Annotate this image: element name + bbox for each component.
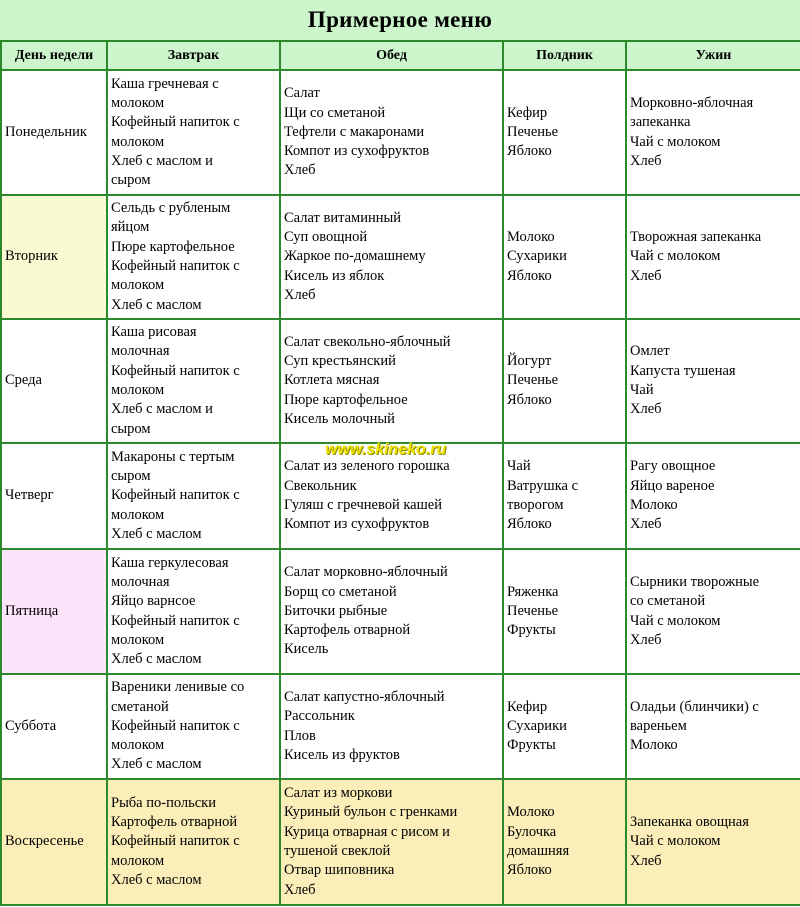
breakfast-item: Кофейный напиток с [111,612,240,629]
lunch-item: Салат капустно-яблочный [284,688,445,705]
breakfast-item: Хлеб с маслом [111,871,202,888]
lunch-item: Плов [284,727,316,744]
snack-item: Фрукты [507,622,556,639]
breakfast-item: Каша рисовая [111,324,197,341]
breakfast-cell [107,195,280,319]
breakfast-item: молоком [111,852,165,869]
lunch-item: Гуляш с гречневой кашей [284,497,442,513]
breakfast-item: Хлеб с маслом [111,651,202,668]
lunch-cell [280,549,503,674]
breakfast-item: молоком [111,94,165,111]
lunch-item: Биточки рыбные [284,602,388,619]
snack-cell [503,443,626,549]
breakfast-item: молоком [111,382,165,398]
breakfast-item: Каша геркулесовая [111,554,229,571]
lunch-item: Щи со сметаной [284,104,386,121]
dinner-item: Молоко [630,497,678,513]
menu-row [1,70,800,195]
dinner-item: Творожная запеканка [630,229,762,246]
lunch-item: Салат [284,85,320,102]
snack-item: Печенье [507,123,559,140]
lunch-cell [280,674,503,779]
page-title: Примерное меню [307,7,493,32]
breakfast-item: Яйцо варнсое [111,593,196,610]
lunch-item: Хлеб [284,162,316,179]
breakfast-item: Пюре картофельное [111,238,235,255]
breakfast-item: Кофейный напиток с [111,717,240,734]
lunch-item: Картофель отварной [284,622,411,639]
breakfast-item: Хлеб с маслом и [111,401,213,418]
lunch-cell [280,195,503,319]
breakfast-item: Кофейный напиток с [111,487,240,504]
breakfast-cell [107,779,280,905]
breakfast-item: Кофейный напиток с [111,258,240,274]
dinner-item: Чай с молоком [630,133,721,150]
title-bar [0,0,800,40]
watermark-url: www.skineko.ru [325,441,447,458]
lunch-item: Борщ со сметаной [284,583,397,600]
snack-cell [503,779,626,905]
dinner-cell [626,674,800,779]
breakfast-item: молоком [111,506,165,523]
snack-item: творогом [507,497,564,513]
breakfast-item: сметаной [111,698,169,715]
snack-item: Яблоко [507,143,552,160]
dinner-item: Молоко [630,737,678,754]
header-row [1,41,800,70]
breakfast-item: сыром [111,420,151,437]
dinner-item: Чай с молоком [630,612,721,629]
snack-cell [503,319,626,443]
lunch-item: Жаркое по-домашнему [284,248,426,265]
snack-item: Кефир [507,104,548,121]
menu-body [1,70,800,905]
dinner-item: Чай с молоком [630,248,721,265]
snack-item: Ватрушка с [507,477,579,494]
lunch-item: Рассольник [284,708,355,725]
breakfast-cell [107,443,280,549]
breakfast-item: сыром [111,172,151,189]
dinner-item: Хлеб [630,401,662,418]
snack-item: Фрукты [507,737,556,754]
day-cell: Вторник [1,195,107,319]
breakfast-item: яйцом [111,219,150,236]
lunch-cell [280,70,503,195]
breakfast-item: молоком [111,737,165,754]
snack-item: Яблоко [507,391,552,408]
dinner-item: запеканка [630,114,691,131]
breakfast-item: Хлеб с маслом [111,296,202,313]
header-snack: Полдник [503,41,626,70]
snack-cell [503,549,626,674]
snack-item: Яблоко [507,267,552,284]
dinner-item: Хлеб [630,631,662,648]
dinner-cell [626,70,800,195]
breakfast-item: Хлеб с маслом и [111,152,213,169]
snack-item: Яблоко [507,516,552,533]
lunch-item: Кисель из яблок [284,267,385,284]
snack-item: Печенье [507,372,559,389]
breakfast-item: Кофейный напиток с [111,114,240,131]
lunch-item: Салат витаминный [284,209,402,226]
menu-row [1,319,800,443]
lunch-item: Суп крестьянский [284,353,396,370]
day-cell: Пятница [1,549,107,674]
header-day: День недели [1,41,107,70]
dinner-cell [626,319,800,443]
dinner-item: Рагу овощное [630,458,716,475]
breakfast-item: Сельдь с рубленым [111,200,231,217]
breakfast-item: Кофейный напиток с [111,833,240,850]
lunch-item: Хлеб [284,286,316,303]
lunch-item: Компот из сухофруктов [284,516,430,533]
lunch-item: Тефтели с макаронами [284,123,425,140]
dinner-item: Яйцо вареное [630,477,715,494]
snack-item: Чай [507,458,531,475]
dinner-cell [626,195,800,319]
snack-item: домашняя [507,843,570,859]
snack-item: Кефир [507,698,548,715]
snack-cell [503,674,626,779]
dinner-item: Оладьи (блинчики) с [630,698,759,715]
lunch-item: Салат из зеленого горошка [284,458,450,475]
header-lunch: Обед [280,41,503,70]
breakfast-item: молоком [111,133,165,150]
lunch-item: Салат свекольно-яблочный [284,333,451,350]
day-cell: Воскресенье [1,779,107,905]
snack-cell [503,70,626,195]
lunch-item: Суп овощной [284,229,368,246]
lunch-cell [280,319,503,443]
snack-item: Молоко [507,229,555,246]
breakfast-item: Картофель отварной [111,814,238,831]
snack-item: Яблоко [507,862,552,879]
lunch-item: Хлеб [284,881,316,898]
breakfast-item: молочная [111,343,170,360]
day-cell: Среда [1,319,107,443]
dinner-item: Капуста тушеная [630,362,736,379]
dinner-item: Чай с молоком [630,833,721,850]
breakfast-cell [107,319,280,443]
menu-row [1,549,800,674]
lunch-item: Котлета мясная [284,372,380,389]
breakfast-cell [107,70,280,195]
snack-item: Сухарики [507,717,567,734]
dinner-item: вареньем [630,717,687,734]
dinner-item: Хлеб [630,267,662,284]
lunch-item: Кисель из фруктов [284,746,400,763]
day-cell: Суббота [1,674,107,779]
lunch-item: Кисель молочный [284,410,395,427]
menu-table [0,40,800,906]
lunch-item: тушеной свеклой [284,843,391,859]
breakfast-cell [107,549,280,674]
day-cell: Четверг [1,443,107,549]
breakfast-item: Хлеб с маслом [111,756,202,773]
breakfast-item: молочная [111,573,170,590]
lunch-item: Пюре картофельное [284,391,408,408]
snack-cell [503,195,626,319]
snack-item: Сухарики [507,248,567,265]
header-dinner: Ужин [626,41,800,70]
menu-row [1,779,800,905]
lunch-item: Салат из моркови [284,785,393,802]
day-cell: Понедельник [1,70,107,195]
lunch-item: Куриный бульон с гренками [284,804,458,821]
dinner-cell [626,779,800,905]
dinner-item: Хлеб [630,152,662,169]
dinner-cell [626,549,800,674]
dinner-item: Чай [630,382,654,398]
lunch-item: Кисель [284,641,329,658]
lunch-item: Компот из сухофруктов [284,143,430,160]
lunch-cell [280,779,503,905]
lunch-item: Курица отварная с рисом и [284,823,450,840]
breakfast-item: Хлеб с маслом [111,525,202,542]
breakfast-item: Рыба по-польски [111,794,216,811]
breakfast-item: молоком [111,277,165,294]
breakfast-item: молоком [111,631,165,648]
dinner-item: со сметаной [630,593,706,610]
dinner-cell [626,443,800,549]
header-breakfast: Завтрак [107,41,280,70]
dinner-item: Сырники творожные [630,573,760,590]
dinner-item: Хлеб [630,852,662,869]
breakfast-item: Макароны с тертым [111,448,235,465]
snack-item: Ряженка [507,583,559,600]
snack-item: Йогурт [507,353,552,370]
dinner-item: Морковно-яблочная [630,94,754,111]
dinner-item: Хлеб [630,516,662,533]
snack-item: Печенье [507,602,559,619]
snack-item: Булочка [507,823,557,840]
lunch-item: Отвар шиповника [284,862,395,879]
lunch-item: Салат морковно-яблочный [284,564,448,581]
breakfast-cell [107,674,280,779]
breakfast-item: Кофейный напиток с [111,362,240,379]
breakfast-item: Каша гречневая с [111,75,219,92]
breakfast-item: Вареники ленивые со [111,679,245,696]
menu-row [1,195,800,319]
menu-row [1,674,800,779]
lunch-item: Свекольник [284,477,357,494]
dinner-item: Омлет [630,343,670,360]
dinner-item: Запеканка овощная [630,814,749,831]
snack-item: Молоко [507,804,555,821]
breakfast-item: сыром [111,468,151,485]
